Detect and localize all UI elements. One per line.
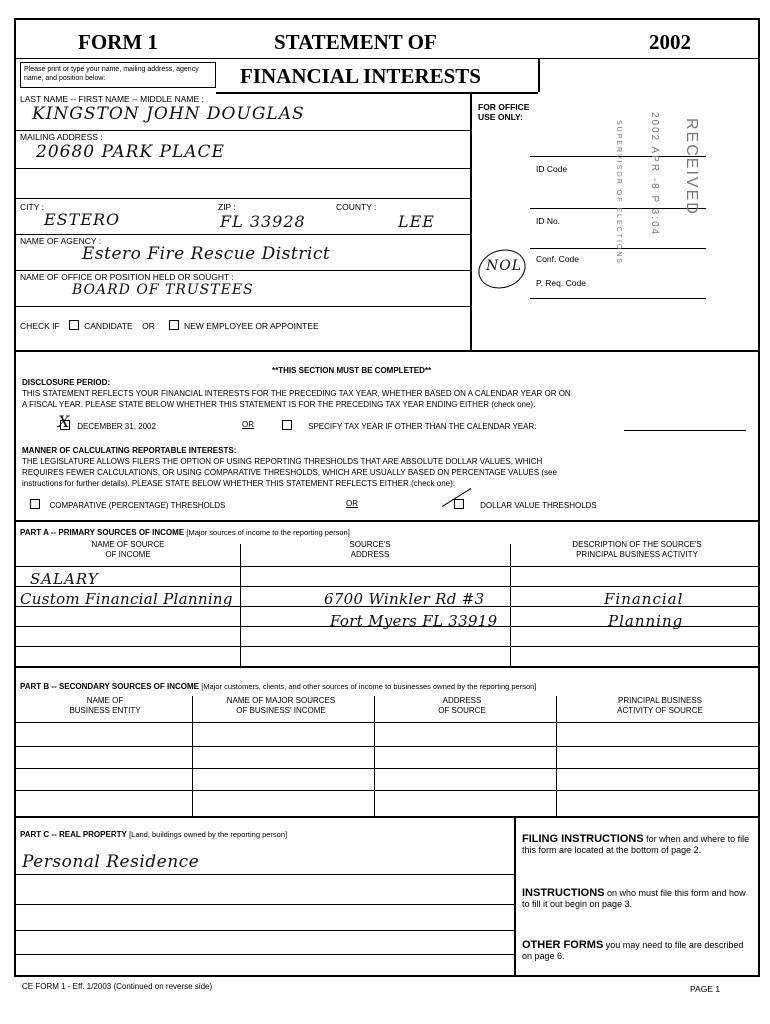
part-a-row2-address[interactable]: 6700 Winkler Rd #3 [324, 590, 485, 608]
manner-text-3: instructions for further details). PLEASE STATE BELOW WHETHER THIS STATEMENT REFLECTS EITHER (check one): [22, 479, 455, 488]
part-b-col2-header: NAME OF MAJOR SOURCES OF BUSINESS' INCOME [226, 696, 336, 715]
other-forms-text: you may need to file are described on page 6. [522, 940, 744, 961]
dollar-label: DOLLAR VALUE THRESHOLDS [480, 501, 597, 510]
part-b-col3-header: ADDRESS OF SOURCE [438, 696, 486, 715]
part-c-line1 [14, 874, 514, 875]
part-a-col2-header: SOURCE'S ADDRESS [349, 540, 391, 559]
filer-section-bottom [14, 350, 760, 352]
period-or: OR [242, 420, 254, 429]
dollar-checkbox[interactable] [454, 499, 464, 509]
period-text-1: THIS STATEMENT REFLECTS YOUR FINANCIAL INTERESTS FOR THE PRECEDING TAX YEAR, WHETHER BASED ON A CALENDAR YEAR OR ON [22, 389, 571, 398]
part-b-header-line [14, 722, 760, 723]
comparative-row [30, 499, 225, 511]
received-stamp: RECEIVED [683, 118, 700, 216]
part-a-row2-desc[interactable]: Financial [604, 590, 684, 608]
state-zip-value[interactable]: FL 33928 [220, 212, 306, 231]
form-number: FORM 1 [78, 30, 158, 54]
part-a-title-row [20, 528, 350, 538]
dollar-row [454, 499, 597, 511]
period-text-2: A FISCAL YEAR. PLEASE STATE BELOW WHETHER THIS STATEMENT IS FOR THE PRECEDING TAX YEAR ENDING EITHER (check one): [22, 400, 536, 409]
comparative-label: COMPARATIVE (PERCENTAGE) THRESHOLDS [49, 501, 226, 510]
part-a-row3-address[interactable]: Fort Myers FL 33919 [330, 612, 498, 630]
part-b-col4-header: PRINCIPAL BUSINESS ACTIVITY OF SOURCE [617, 696, 703, 715]
part-a-row3-desc[interactable]: Planning [608, 612, 684, 630]
specify-checkbox[interactable] [282, 420, 292, 430]
received-date-stamp: 2002 APR -8 P 3:04 [649, 112, 660, 237]
part-c-title-row [20, 830, 287, 840]
part-a-row2-name[interactable]: Custom Financial Planning [20, 590, 233, 608]
form-title-line1: STATEMENT OF [274, 30, 437, 54]
period-title: DISCLOSURE PERIOD: [22, 378, 111, 387]
part-c-subtitle: [Land, buildings owned by the reporting person] [129, 830, 288, 839]
part-b-subtitle: [Major customers, clients, and other sources of income to businesses owned by the reporting person] [201, 682, 537, 691]
part-a-header-line [14, 566, 760, 567]
manner-text-1: THE LEGISLATURE ALLOWS FILERS THE OPTION OF USING REPORTING THRESHOLDS THAT ARE ABSOLUTE DOLLAR VALUES, WHICH [22, 457, 543, 466]
part-b-col-div1 [192, 696, 193, 816]
dec31-row [60, 420, 156, 432]
filing-instructions-head: FILING INSTRUCTIONS [522, 833, 644, 845]
id-code-label: ID Code [536, 164, 568, 174]
filing-instructions [522, 834, 750, 856]
part-a-col1-header: NAME OF SOURCE OF INCOME [91, 540, 165, 559]
manner-or: OR [346, 499, 358, 508]
req-code-label: P. Req. Code [536, 278, 586, 288]
office-value[interactable]: BOARD OF TRUSTEES [72, 282, 254, 298]
must-complete-note: **THIS SECTION MUST BE COMPLETED** [272, 366, 432, 375]
check-if-row [20, 320, 319, 331]
part-b-title-row [20, 682, 536, 692]
candidate-label: CANDIDATE [84, 321, 133, 331]
part-c-line2 [14, 904, 514, 905]
footer-left: CE FORM 1 - Eff. 1/2003 (Continued on reverse side) [22, 982, 213, 991]
instructions-head: INSTRUCTIONS [522, 887, 605, 899]
city-label: CITY : [20, 202, 44, 212]
instructions-divider [514, 816, 516, 977]
check-if-label: CHECK IF [20, 321, 60, 331]
part-a-subtitle: [Major sources of income to the reporting person] [186, 528, 350, 537]
county-label: COUNTY : [336, 202, 377, 212]
part-a-row4-line [14, 646, 760, 647]
req-code-line [530, 298, 706, 299]
check-if-or: OR [142, 321, 155, 331]
comparative-checkbox[interactable] [30, 499, 40, 509]
header-divider [14, 58, 760, 59]
part-b-col-div2 [374, 696, 375, 816]
office-line [14, 306, 470, 307]
part-a-col-div1 [240, 544, 241, 666]
part-b-row2-line [14, 768, 760, 769]
part-a-row1-line [14, 586, 760, 587]
part-c-line3 [14, 930, 514, 931]
filing-instructions-text: for when and where to file this form are located at the bottom of page 2. [522, 834, 750, 855]
id-no-label: ID No. [536, 216, 561, 226]
supervisor-stamp: SUPERVISOR OF ELECTIONS [615, 120, 622, 266]
form-year: 2002 [649, 30, 691, 54]
specify-row [282, 420, 536, 432]
part-c-line4 [14, 954, 514, 955]
address-line2 [14, 198, 470, 199]
who-must-file-instructions [522, 888, 750, 910]
name-line [14, 130, 470, 131]
conf-code-label: Conf. Code [536, 254, 579, 264]
dec31-label: DECEMBER 31, 2002 [77, 422, 156, 431]
office-use-title: FOR OFFICE USE ONLY: [478, 102, 530, 122]
part-a-col3-header: DESCRIPTION OF THE SOURCE'S PRINCIPAL BUSINESS ACTIVITY [572, 540, 702, 559]
footer-page: PAGE 1 [690, 984, 721, 994]
city-value[interactable]: ESTERO [44, 210, 121, 229]
other-forms-instructions [522, 940, 750, 962]
specify-line [624, 430, 746, 431]
part-a-col-div2 [510, 544, 511, 666]
address-label: MAILING ADDRESS : [20, 132, 103, 142]
part-b-col1-header: NAME OF BUSINESS ENTITY [69, 696, 141, 715]
zip-label: ZIP : [218, 202, 236, 212]
candidate-checkbox[interactable] [69, 320, 79, 330]
part-b-row3-line [14, 790, 760, 791]
office-box-left-top [538, 58, 540, 92]
office-divider [470, 92, 472, 350]
new-employee-checkbox[interactable] [169, 320, 179, 330]
part-c-title: PART C -- REAL PROPERTY [20, 830, 127, 839]
agency-line [14, 270, 470, 271]
disclosure-section-bottom [14, 520, 760, 522]
address-value[interactable]: 20680 PARK PLACE [36, 142, 225, 162]
part-a-row1-name[interactable]: SALARY [30, 570, 99, 588]
manner-title: MANNER OF CALCULATING REPORTABLE INTERESTS: [22, 446, 237, 455]
part-b-section-bottom [14, 816, 760, 818]
print-note: Please print or type your name, mailing address, agency name, and position below: [24, 66, 199, 82]
instructions-text: on who must file this form and how to fill it out begin on page 3. [522, 888, 746, 909]
form-title-line2: FINANCIAL INTERESTS [240, 64, 481, 88]
part-b-title: PART B -- SECONDARY SOURCES OF INCOME [20, 682, 199, 691]
office-label: NAME OF OFFICE OR POSITION HELD OR SOUGHT : [20, 272, 234, 282]
dec31-check-mark: X [58, 412, 71, 431]
part-c-row1[interactable]: Personal Residence [22, 852, 200, 872]
name-value[interactable]: KINGSTON JOHN DOUGLAS [32, 104, 305, 124]
manner-text-2: REQUIRES FEWER CALCULATIONS, OR USING COMPARATIVE THRESHOLDS, WHICH ARE USUALLY BASED ON PERCENTAGE VALUES (see [22, 468, 557, 477]
other-forms-head: OTHER FORMS [522, 939, 604, 951]
agency-label: NAME OF AGENCY : [20, 236, 102, 246]
part-b-col-div3 [556, 696, 557, 816]
agency-value[interactable]: Estero Fire Rescue District [82, 244, 331, 264]
city-line [14, 234, 470, 235]
name-label: LAST NAME -- FIRST NAME -- MIDDLE NAME : [20, 94, 204, 104]
county-value[interactable]: LEE [398, 212, 435, 231]
part-a-title: PART A -- PRIMARY SOURCES OF INCOME [20, 528, 185, 537]
part-a-section-bottom [14, 666, 760, 668]
part-b-row1-line [14, 746, 760, 747]
title-underline [216, 92, 538, 94]
nol-mark: NOL [486, 258, 523, 274]
new-employee-label: NEW EMPLOYEE OR APPOINTEE [184, 321, 319, 331]
address-line1 [14, 168, 470, 169]
specify-label: SPECIFY TAX YEAR IF OTHER THAN THE CALENDAR YEAR: [308, 422, 537, 431]
